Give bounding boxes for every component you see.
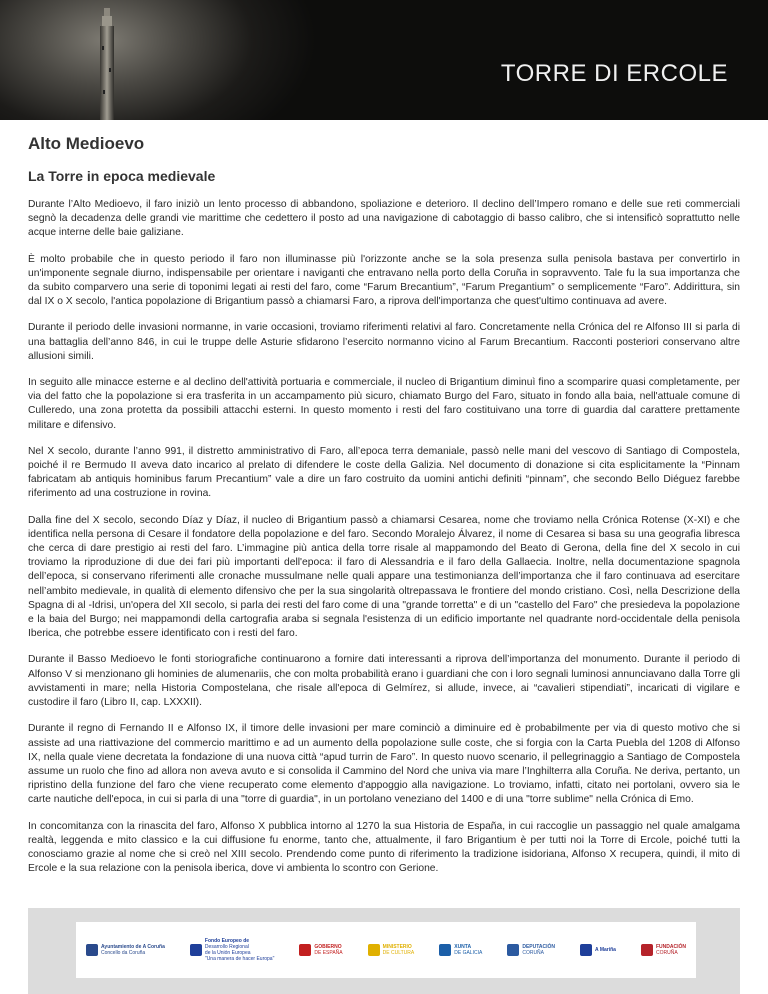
logo-line: DE ESPAÑA xyxy=(314,950,343,956)
section-title: La Torre in epoca medievale xyxy=(28,168,216,184)
logo-line: Desarrollo Regional xyxy=(204,944,249,950)
sponsor-logo xyxy=(190,938,274,962)
page-title: Alto Medioevo xyxy=(28,134,145,153)
site-title: TORRE DI ERCOLE xyxy=(500,60,728,87)
logo-line: DEPUTACIÓN xyxy=(522,944,556,950)
paragraph: In concomitanza con la rinascita del faro, Alfonso X pubblica intorno al 1270 la sua Historia de España, in cui raccoglie un passaggio nel quale amalgama realtà, leggenda e mito classico e la cui diffusione fu enorme, tanto che, attualmente, il faro Brigantium è per tutti noi la Torre di Ercole, poiché tutti la conosciamo grazie al nome che si creò nel XIII secolo. Prendendo come punto di riferimento la tradizione isidoriana, Alfonso X recupera, quindi, il mito di Ercole e la sua relazione con la penisola iberica, dove vi ambienta lo scontro con Gerione. xyxy=(28,820,740,875)
logo-line: Concello da Coruña xyxy=(101,950,146,956)
paragraph: È molto probabile che in questo periodo il faro non illuminasse più l'orizzonte anche se la sola presenza sulla penisola bastava per convertirlo in un'imponente segnale diurno, indispensabile per orientare i naviganti che entravano nella porto della Coruña in sopravvento. Tale fu la sua importanza che da subito comparvero una serie di toponimi legati ai resti del faro, come “Farum Brecantium”, “Farum Pregantium” o semplicemente “Faro”. Addirittura, sin dal IX o X secolo, l'antica popolazione di Brigantium passò a chiamarsi Faro, a riprova dell'importanza che quest'ultimo continuava ad avere. xyxy=(28,253,740,308)
sponsor-logo xyxy=(439,944,482,956)
logo-text xyxy=(656,944,686,956)
logo-text xyxy=(205,938,274,962)
logo-line: "Una manera de hacer Europa" xyxy=(204,956,275,962)
logo-mark-icon xyxy=(190,944,202,956)
logo-text xyxy=(383,944,415,956)
sponsor-logos xyxy=(76,922,696,978)
logo-mark-icon xyxy=(368,944,380,956)
sponsor-logo xyxy=(86,944,165,956)
page-header xyxy=(0,0,768,120)
tower-image-icon xyxy=(92,6,122,120)
paragraph: In seguito alle minacce esterne e al declino dell'attività portuaria e commerciale, il nucleo di Brigantium diminuì fino a scomparire quasi completamente, per via del fatto che la popolazione si era trasferita in un accampamento più sicuro, chiamato Burgo del Faro, situato in fondo alla baia, nell'attuale comune di Culleredo, una zona protetta da possibili attacchi esterni. In questo momento i resti del faro costituivano una torre di guardia dal carattere prettamente militare e difensivo. xyxy=(28,377,740,431)
logo-mark-icon xyxy=(86,944,98,956)
logo-line: Fondo Europeo de xyxy=(204,938,250,944)
logo-line: A Mariña xyxy=(595,947,616,953)
logo-line: CORUÑA xyxy=(522,950,544,956)
logo-line: Ayuntamiento de A Coruña xyxy=(101,944,165,950)
sponsor-logo xyxy=(507,944,555,956)
logo-text xyxy=(314,944,342,956)
logo-text xyxy=(595,947,616,953)
paragraph: Nel X secolo, durante l’anno 991, il distretto amministrativo di Faro, all’epoca terra demaniale, passò nelle mani del vescovo di Santiago di Compostela, poiché il re Bermudo II aveva dato incarico al prelato di difendere le coste della Galizia. Nel documento di donazione si cita esplicitamente la “Pinnam fabricatam ab antiquis hominibus farum Precantium” vale a dire un faro costruito da uomini antichi definiti “pinnam”, che secondo Bello Diéguez farebbe riferimento ad una costruzione in rovina. xyxy=(28,445,740,500)
logo-line: de la Unión Europea xyxy=(204,950,251,956)
paragraph: Dalla fine del X secolo, secondo Díaz y Díaz, il nucleo di Brigantium passò a chiamarsi Cesarea, nome che troviamo nella Crónica Rotense (X-XI) e che identifica nella persona di Cesare il fondatore della popolazione e del faro. Secondo Moralejo Álvarez, il nome di Cesarea si basa su una geografia libresca che cerca di dare prestigio ai resti del faro. L’immagine più antica della torre risale al mappamondo del Beato di Gerona, della fine del X secolo in cui troviamo la riproduzione di due dei fari più importanti dell'epoca: il faro di Alessandria e il faro della Gallaecia. Inoltre, nella documentazione spagnola dell’epoca, si conservano riferimenti alle cronache mussulmane nelle quali appare una testimonianza dell’importanza che il faro continuava ad esercitare nell’ambito medievale, in qualità di elemento difensivo che per la sua singolarità oltrepassava le frontiere del mondo cristiano. Così, nella Descrizione della Spagna di al -Idrisi, un'opera del XII secolo, si parla dei resti del faro come di una "grande torretta" e di un "castello del Faro" che presiedeva la popolazione e la baia del Burgo; nei mappamondi della cartografia araba si segnala l'esistenza di un edificio importante nel quadrante nord-occidentale della penisola Iberica, che potrebbe essere identificato con i resti del faro. xyxy=(28,514,740,640)
logo-text xyxy=(101,944,165,956)
logo-text xyxy=(454,944,482,956)
main-content xyxy=(28,134,740,888)
sponsor-logo xyxy=(641,944,686,956)
paragraph: Durante il periodo delle invasioni normanne, in varie occasioni, troviamo riferimenti relativi al faro. Concretamente nella Crónica del re Alfonso III si parla di una battaglia dell’anno 846, in cui le truppe delle Asturie sfidarono l’esercito normanno vicino al Farum Brecantium. Racconti posteriori conservano altre allusioni simili. xyxy=(28,322,740,362)
logo-mark-icon xyxy=(641,944,653,956)
logo-text xyxy=(522,944,555,956)
logo-line: XUNTA xyxy=(454,944,472,950)
logo-mark-icon xyxy=(507,944,519,956)
paragraph: Durante l’Alto Medioevo, il faro iniziò un lento processo di abbandono, spoliazione e deterioro. Il declino dell’Impero romano e delle sue reti commerciali segnò la decadenza delle grandi vie marittime che cedettero il posto ad una navigazione di cabotaggio di basso calibro, che si intensificò soprattutto nelle acque interne delle baie galiziane. xyxy=(28,199,740,239)
logo-line: MINISTERIO xyxy=(382,944,412,950)
sponsor-logo xyxy=(299,944,342,956)
logo-mark-icon xyxy=(580,944,592,956)
logo-line: GOBIERNO xyxy=(314,944,342,950)
logo-line: FUNDACIÓN xyxy=(655,944,686,950)
paragraph: Durante il regno di Fernando II e Alfonso IX, il timore delle invasioni per mare cominciò a diminuire ed è probabilmente per via di questo motivo che si assiste ad una riattivazione del commercio marittimo e ad un aumento della popolazione sulle coste, che si forgia con la Carta Puebla del 1208 di Alfonso IX, nella quale viene decretata la fondazione di una nuova città “apud turrin de Faro”. In questo nuovo scenario, il pellegrinaggio a Santiago de Compostela assume un ruolo che fino ad allora non aveva avuto e si consolida il Cammino del Nord che univa via mare l’Inghilterra alla Coruña. Ne deriva, pertanto, un ripristino della funzione del faro che viene recuperato come elemento d'appoggio alla navigazione. Lo troviamo, infatti, citato nei portolani, ovvero sia le carte nautiche dell'epoca, in cui si parla di una "torre di guardia", in un portolano veneziano del 1400 e di una "torre sublime" nella Crónica di Emo. xyxy=(28,723,740,806)
logo-line: DE GALICIA xyxy=(454,950,483,956)
sponsor-logo xyxy=(368,944,415,956)
logo-line: DE CULTURA xyxy=(382,950,415,956)
logo-line: CORUÑA xyxy=(655,950,678,956)
sponsor-logo xyxy=(580,944,616,956)
logo-mark-icon xyxy=(299,944,311,956)
paragraph: Durante il Basso Medioevo le fonti storiografiche continuarono a fornire dati interessanti a riprova dell’importanza del monumento. Durante il periodo di Alfonso V si menzionano gli hominies de alumenariis, che con molta probabilità erano i guardiani che con i loro segnali luminosi annunciavano dalla Torre gli avvistamenti in mare; nella Historia Compostelana, che risale all'epoca di Gelmírez, si allude, invece, ai “cavalieri stipendiati”, incaricati di vigilare e custodire il faro (Libro II, cap. LXXXII). xyxy=(28,654,740,709)
logo-mark-icon xyxy=(439,944,451,956)
footer xyxy=(28,908,740,994)
article-body xyxy=(28,198,740,876)
